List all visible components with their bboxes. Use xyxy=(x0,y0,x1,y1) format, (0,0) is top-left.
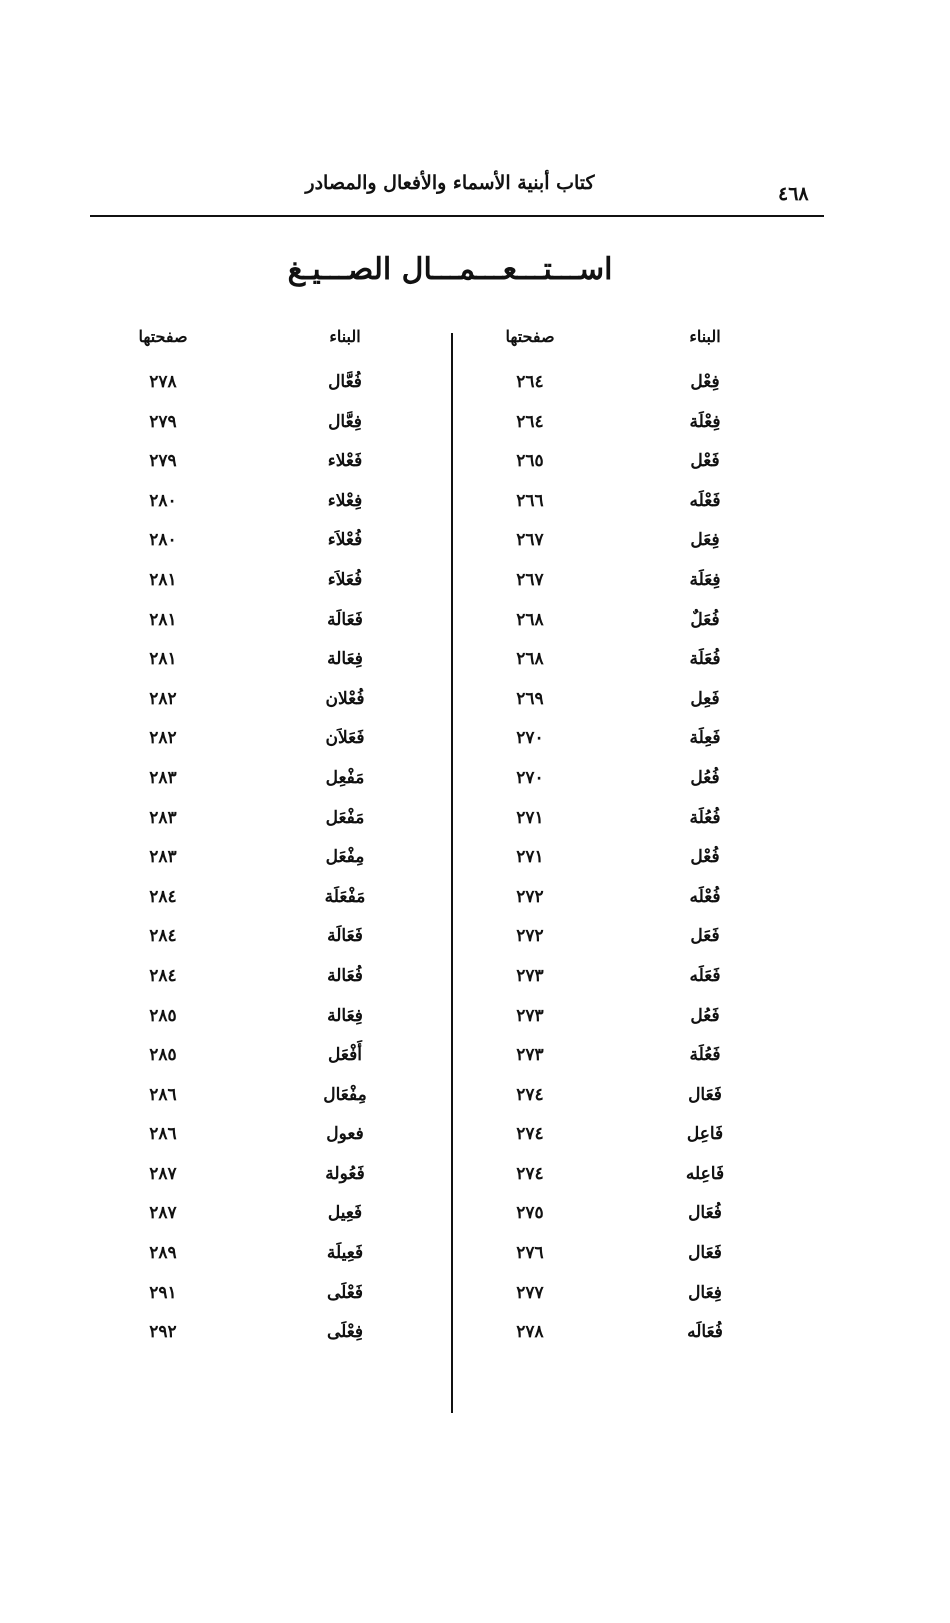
right-pattern-cell: فَعَلَه xyxy=(689,965,721,986)
right-page-cell: ٢٧١ xyxy=(516,807,544,828)
right-page-cell: ٢٦٧ xyxy=(516,569,544,590)
left-pattern-cell: فِعَالة xyxy=(327,649,363,670)
right-page-cell: ٢٦٥ xyxy=(516,451,544,472)
left-page-cell: ٢٨٢ xyxy=(149,728,177,749)
right-page-cell: ٢٧٢ xyxy=(516,886,544,907)
left-pattern-cell: فَعَالَة xyxy=(327,609,363,630)
table-row xyxy=(0,372,950,412)
right-page-cell: ٢٧٠ xyxy=(516,767,544,788)
right-pattern-cell: فُعْلَه xyxy=(689,886,721,907)
left-pattern-cell: فَعِيل xyxy=(327,1203,363,1224)
right-page-cell: ٢٧٠ xyxy=(516,728,544,749)
right-pattern-cell: فَعِل xyxy=(690,688,720,709)
page-number: ٤٦٨ xyxy=(778,183,809,205)
table-row xyxy=(0,768,950,808)
right-pattern-cell: فَعِلَة xyxy=(689,728,721,749)
table-row xyxy=(0,1283,950,1323)
left-page-cell: ٢٨٤ xyxy=(149,926,177,947)
right-pattern-cell: فَاعِله xyxy=(685,1163,725,1184)
left-pattern-cell: فِعَالة xyxy=(327,1005,363,1026)
left-page-cell: ٢٨٩ xyxy=(149,1243,177,1264)
right-page-cell: ٢٦٧ xyxy=(516,530,544,551)
table-row xyxy=(0,1085,950,1125)
table-row xyxy=(0,966,950,1006)
left-page-cell: ٢٨١ xyxy=(149,609,177,630)
right-pattern-cell: فَعَال xyxy=(688,1243,722,1264)
left-pattern-cell: فُعَالة xyxy=(327,965,363,986)
left-pattern-cell: فُعْلان xyxy=(325,688,365,709)
left-page-cell: ٢٨١ xyxy=(149,569,177,590)
left-page-cell: ٢٨٤ xyxy=(149,965,177,986)
left-pattern-cell: فَعِيلَة xyxy=(326,1243,364,1264)
left-pattern-cell: مَفْعِل xyxy=(325,767,365,788)
left-page-cell: ٢٨٢ xyxy=(149,688,177,709)
right-page-header: صفحتها xyxy=(505,327,555,346)
left-pattern-cell: فَعُولة xyxy=(325,1163,365,1184)
left-pattern-cell: فُعَّال xyxy=(328,372,362,392)
right-page-cell: ٢٦٨ xyxy=(516,649,544,670)
table-row xyxy=(0,1322,950,1362)
right-page-cell: ٢٧٤ xyxy=(516,1163,544,1184)
right-pattern-cell: فُعْل xyxy=(690,847,720,868)
left-page-cell: ٢٨٣ xyxy=(149,807,177,828)
left-page-cell: ٢٨٠ xyxy=(149,530,177,551)
table-row xyxy=(0,1124,950,1164)
right-pattern-cell: فِعْل xyxy=(690,372,720,392)
left-pattern-cell: مَفْعَلَة xyxy=(324,886,366,907)
right-page-cell: ٢٧٣ xyxy=(516,1005,544,1026)
right-page-cell: ٢٦٤ xyxy=(516,411,544,432)
right-page-cell: ٢٧٢ xyxy=(516,926,544,947)
right-page-cell: ٢٦٩ xyxy=(516,688,544,709)
right-page-cell: ٢٧٤ xyxy=(516,1124,544,1145)
left-pattern-cell: فُعْلاَء xyxy=(327,530,363,551)
left-page-cell: ٢٩٢ xyxy=(149,1322,177,1343)
left-pattern-cell: أَفْعَل xyxy=(328,1045,362,1066)
right-pattern-header: البناء xyxy=(689,327,721,346)
right-pattern-cell: فَعْل xyxy=(690,451,720,472)
left-page-cell: ٢٨١ xyxy=(149,649,177,670)
left-pattern-cell: فِعْلَى xyxy=(326,1322,364,1343)
right-page-cell: ٢٧٥ xyxy=(516,1203,544,1224)
right-pattern-cell: فَعُلَة xyxy=(689,1045,721,1066)
table-row xyxy=(0,1203,950,1243)
table-row xyxy=(0,610,950,650)
table-row xyxy=(0,412,950,452)
running-title: كتاب أبنية الأسماء والأفعال والمصادر xyxy=(305,172,595,194)
table-row xyxy=(0,570,950,610)
right-pattern-cell: فِعْلَة xyxy=(689,411,721,432)
left-pattern-cell: مَفْعَل xyxy=(325,807,365,828)
table-row xyxy=(0,491,950,531)
left-pattern-header: البناء xyxy=(329,327,361,346)
section-heading: اســـتـــعـــمـــال الصـــيـغ xyxy=(287,252,613,287)
table-row xyxy=(0,1164,950,1204)
left-page-cell: ٢٩١ xyxy=(149,1282,177,1303)
table-row xyxy=(0,649,950,689)
right-page-cell: ٢٦٤ xyxy=(516,372,544,392)
left-pattern-cell: فَعَلاَن xyxy=(325,728,365,749)
right-page-cell: ٢٧٤ xyxy=(516,1084,544,1105)
left-pattern-cell: فِعَّال xyxy=(328,411,362,432)
left-page-cell: ٢٨٥ xyxy=(149,1045,177,1066)
left-page-cell: ٢٨٣ xyxy=(149,767,177,788)
left-page-cell: ٢٨٦ xyxy=(149,1084,177,1105)
right-page-cell: ٢٧٦ xyxy=(516,1243,544,1264)
left-page-cell: ٢٨٦ xyxy=(149,1124,177,1145)
left-page-cell: ٢٨٧ xyxy=(149,1203,177,1224)
table-row xyxy=(0,808,950,848)
table-row xyxy=(0,451,950,491)
left-page-header: صفحتها xyxy=(138,327,188,346)
left-pattern-cell: مِفْعَل xyxy=(325,847,365,868)
right-pattern-cell: فَعَل xyxy=(690,926,720,947)
left-pattern-cell: فُعَلاَء xyxy=(327,569,363,590)
left-page-cell: ٢٧٩ xyxy=(149,451,177,472)
left-page-cell: ٢٨٣ xyxy=(149,847,177,868)
table-row xyxy=(0,887,950,927)
left-page-cell: ٢٨٥ xyxy=(149,1005,177,1026)
header-divider xyxy=(90,215,824,217)
right-page-cell: ٢٦٦ xyxy=(516,490,544,511)
left-page-cell: ٢٧٩ xyxy=(149,411,177,432)
left-pattern-cell: فِعْلاء xyxy=(327,490,363,511)
right-page-cell: ٢٧١ xyxy=(516,847,544,868)
right-pattern-cell: فَعْلَه xyxy=(689,490,721,511)
left-page-cell: ٢٨٠ xyxy=(149,490,177,511)
left-pattern-cell: فَعَالَة xyxy=(327,926,363,947)
index-table xyxy=(0,372,950,1362)
right-pattern-cell: فِعَال xyxy=(688,1282,722,1303)
right-pattern-cell: فُعَال xyxy=(688,1203,722,1224)
left-page-cell: ٢٧٨ xyxy=(149,372,177,392)
right-pattern-cell: فَاعِل xyxy=(686,1124,724,1145)
right-pattern-cell: فَعَال xyxy=(688,1084,722,1105)
table-row xyxy=(0,1006,950,1046)
right-pattern-cell: فَعُل xyxy=(690,1005,720,1026)
left-pattern-cell: فعول xyxy=(326,1124,364,1145)
table-row xyxy=(0,728,950,768)
table-row xyxy=(0,1243,950,1283)
left-page-cell: ٢٨٤ xyxy=(149,886,177,907)
right-page-cell: ٢٧٣ xyxy=(516,965,544,986)
table-row xyxy=(0,847,950,887)
left-pattern-cell: فَعْلاء xyxy=(327,451,363,472)
right-pattern-cell: فُعَلَة xyxy=(689,649,721,670)
right-pattern-cell: فُعُلَة xyxy=(689,807,721,828)
right-page-cell: ٢٧٧ xyxy=(516,1282,544,1303)
right-pattern-cell: فِعَل xyxy=(690,530,720,551)
left-pattern-cell: مِفْعَال xyxy=(323,1084,367,1105)
right-page-cell: ٢٧٣ xyxy=(516,1045,544,1066)
table-row xyxy=(0,689,950,729)
right-pattern-cell: فُعُل xyxy=(690,767,720,788)
right-page-cell: ٢٧٨ xyxy=(516,1322,544,1343)
table-row xyxy=(0,530,950,570)
right-pattern-cell: فُعَلٌ xyxy=(690,609,720,630)
right-pattern-cell: فِعَلَة xyxy=(689,569,721,590)
table-row xyxy=(0,926,950,966)
table-row xyxy=(0,1045,950,1085)
left-page-cell: ٢٨٧ xyxy=(149,1163,177,1184)
right-page-cell: ٢٦٨ xyxy=(516,609,544,630)
right-pattern-cell: فُعَالَه xyxy=(687,1322,723,1343)
left-pattern-cell: فَعْلَى xyxy=(326,1282,364,1303)
